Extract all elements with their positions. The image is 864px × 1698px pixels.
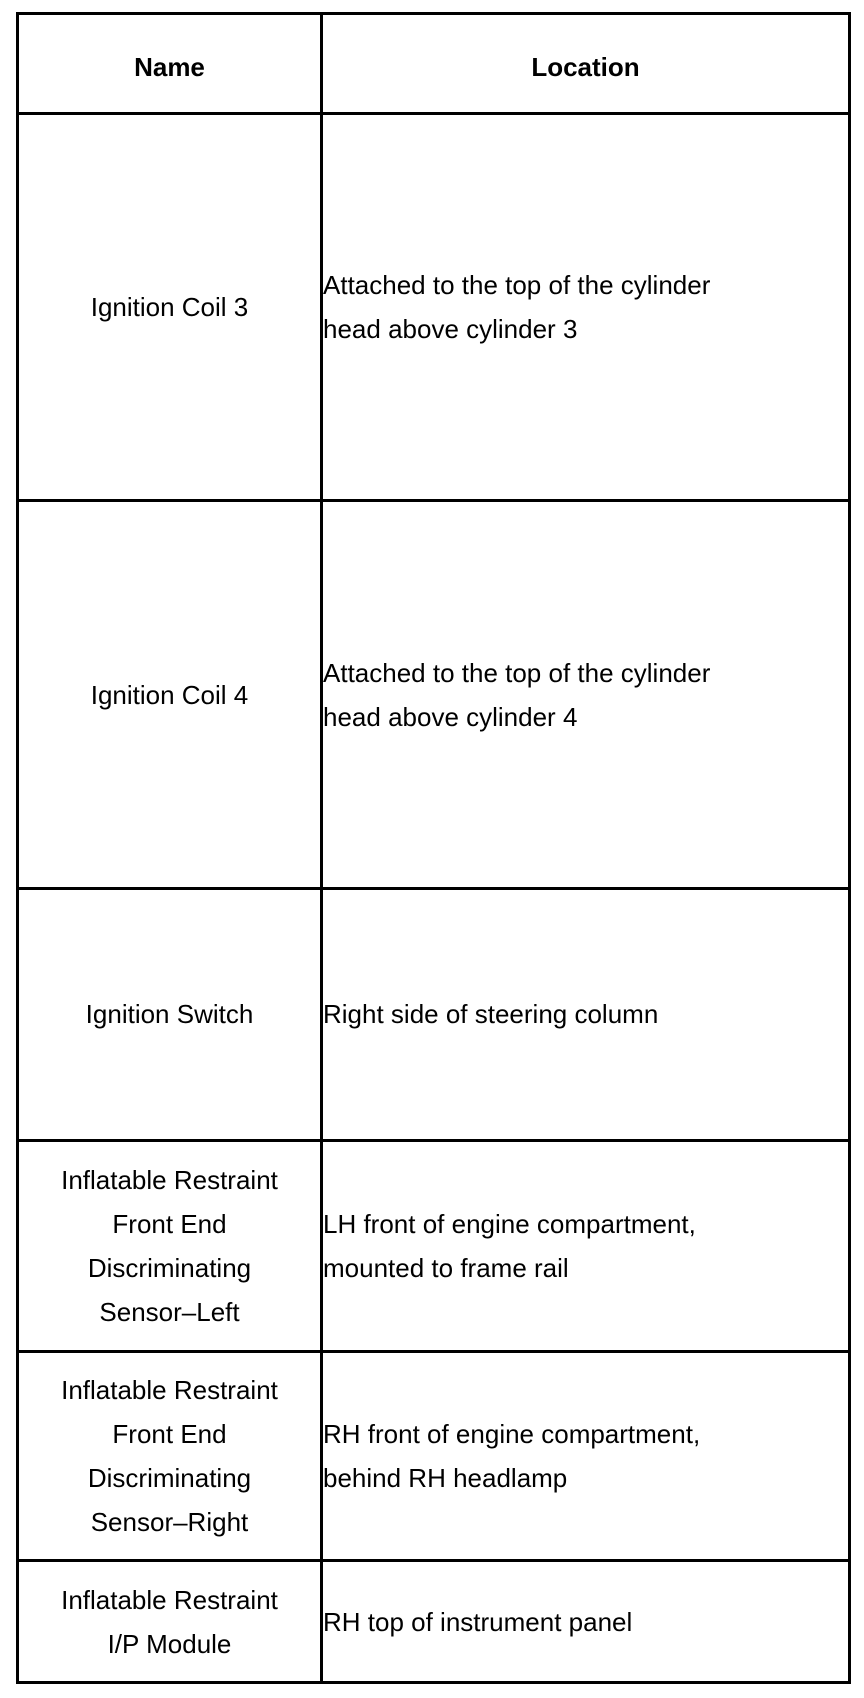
name-cell bbox=[18, 1141, 322, 1352]
location-text: head above cylinder 3 bbox=[323, 314, 578, 345]
location-text: RH top of instrument panel bbox=[323, 1606, 633, 1637]
name-text: Inflatable Restraint bbox=[61, 1584, 278, 1615]
name-text: Ignition Switch bbox=[85, 999, 254, 1030]
location-cell bbox=[322, 888, 850, 1140]
location-text: head above cylinder 4 bbox=[323, 701, 578, 732]
location-cell bbox=[322, 501, 850, 888]
table-row bbox=[18, 114, 850, 501]
location-text: LH front of engine compartment, bbox=[323, 1209, 696, 1240]
header-row bbox=[18, 14, 850, 114]
component-location-table bbox=[16, 12, 851, 1684]
location-text: Right side of steering column bbox=[323, 999, 659, 1030]
name-text: Inflatable Restraint bbox=[61, 1165, 278, 1196]
name-cell bbox=[18, 1352, 322, 1561]
name-text: Ignition Coil 3 bbox=[90, 292, 249, 323]
table-row bbox=[18, 501, 850, 888]
column-header-name: Name bbox=[18, 14, 322, 114]
location-text: Attached to the top of the cylinder bbox=[323, 657, 711, 688]
table-row bbox=[18, 1352, 850, 1561]
name-text: Ignition Coil 4 bbox=[90, 679, 249, 710]
name-cell bbox=[18, 888, 322, 1140]
location-cell bbox=[322, 1352, 850, 1561]
name-text: Inflatable Restraint bbox=[61, 1375, 278, 1406]
location-text: Attached to the top of the cylinder bbox=[323, 270, 711, 301]
name-cell bbox=[18, 114, 322, 501]
location-text: mounted to frame rail bbox=[323, 1253, 569, 1284]
name-text: Sensor–Right bbox=[90, 1507, 249, 1538]
name-text: Discriminating bbox=[87, 1463, 252, 1494]
table-row bbox=[18, 1561, 850, 1683]
location-cell bbox=[322, 1561, 850, 1683]
location-text: behind RH headlamp bbox=[323, 1463, 568, 1494]
name-text: Discriminating bbox=[87, 1253, 252, 1284]
name-text: Front End bbox=[112, 1419, 227, 1450]
location-text: RH front of engine compartment, bbox=[323, 1419, 701, 1450]
name-text: Sensor–Left bbox=[99, 1297, 240, 1328]
column-header-location: Location bbox=[322, 14, 850, 114]
name-cell bbox=[18, 501, 322, 888]
location-cell bbox=[322, 1141, 850, 1352]
name-text: I/P Module bbox=[107, 1628, 232, 1659]
table-row bbox=[18, 888, 850, 1140]
name-text: Front End bbox=[112, 1209, 227, 1240]
table-row bbox=[18, 1141, 850, 1352]
name-cell bbox=[18, 1561, 322, 1683]
location-cell bbox=[322, 114, 850, 501]
